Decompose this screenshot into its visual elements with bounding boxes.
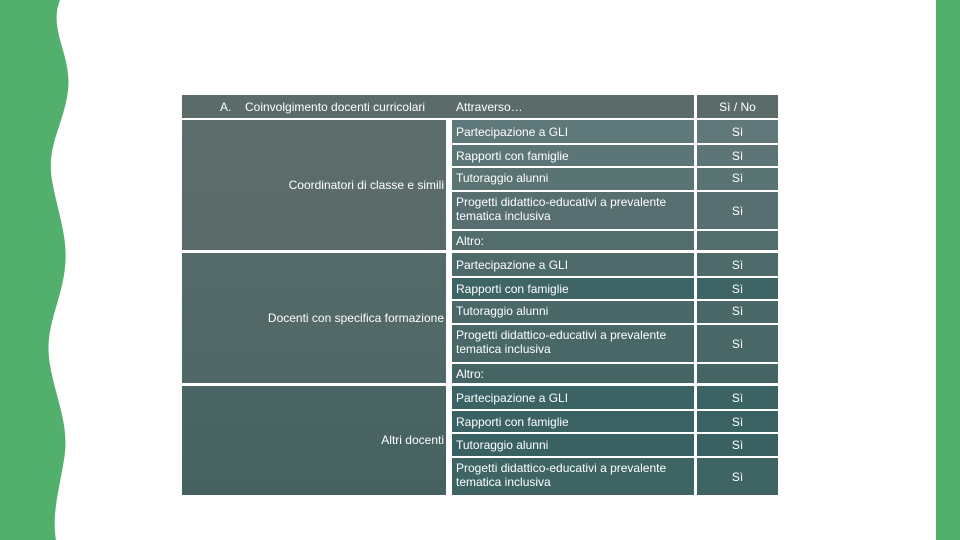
table-row-value: Sì <box>697 253 778 276</box>
header-via-cell: Attraverso… <box>452 95 694 118</box>
table-row-label: Rapporti con famiglie <box>452 411 694 432</box>
table-row-value: Sì <box>697 458 778 495</box>
table-row-label: Partecipazione a GLI <box>452 386 694 409</box>
table-row-value: Sì <box>697 168 778 190</box>
table-row-value: Sì <box>697 120 778 143</box>
table-row-value: Sì <box>697 434 778 456</box>
table-row-label: Tutoraggio alunni <box>452 168 694 190</box>
table-row-other-value <box>697 364 778 383</box>
table-row-value: Sì <box>697 411 778 432</box>
table-row-label: Tutoraggio alunni <box>452 434 694 456</box>
decorative-wave-border <box>0 0 80 540</box>
table-row-value: Sì <box>697 325 778 362</box>
table-row-other-value <box>697 231 778 250</box>
group-label-cell <box>182 386 446 495</box>
header-section-cell <box>182 95 452 118</box>
table-row-value: Sì <box>697 192 778 229</box>
table-row-value: Sì <box>697 278 778 299</box>
table-row-value: Sì <box>697 301 778 323</box>
table-row-label: Progetti didattico-educativi a prevalente tematica inclusiva <box>452 192 694 229</box>
table-row-label: Rapporti con famiglie <box>452 278 694 299</box>
group-label-cell <box>182 253 446 383</box>
header-yesno-cell: Sì / No <box>697 95 778 118</box>
table-row-other-label: Altro: <box>452 231 694 250</box>
section-letter: A. <box>220 100 232 114</box>
decorative-right-bar <box>936 0 960 540</box>
table-row-label: Progetti didattico-educativi a prevalente tematica inclusiva <box>452 458 694 495</box>
table-row-value: Sì <box>697 386 778 409</box>
table-row-label: Rapporti con famiglie <box>452 145 694 166</box>
table-row-label: Progetti didattico-educativi a prevalente tematica inclusiva <box>452 325 694 362</box>
group-label: Altri docenti <box>381 433 444 447</box>
table-row-other-label: Altro: <box>452 364 694 383</box>
section-title: Coinvolgimento docenti curricolari <box>245 100 426 114</box>
group-label: Docenti con specifica formazione <box>267 311 444 325</box>
table-row-label: Tutoraggio alunni <box>452 301 694 323</box>
table-row-label: Partecipazione a GLI <box>452 253 694 276</box>
table-row-value: Sì <box>697 145 778 166</box>
group-label-cell <box>182 120 446 250</box>
table-row-label: Partecipazione a GLI <box>452 120 694 143</box>
group-label: Coordinatori di classe e simili <box>288 178 444 192</box>
